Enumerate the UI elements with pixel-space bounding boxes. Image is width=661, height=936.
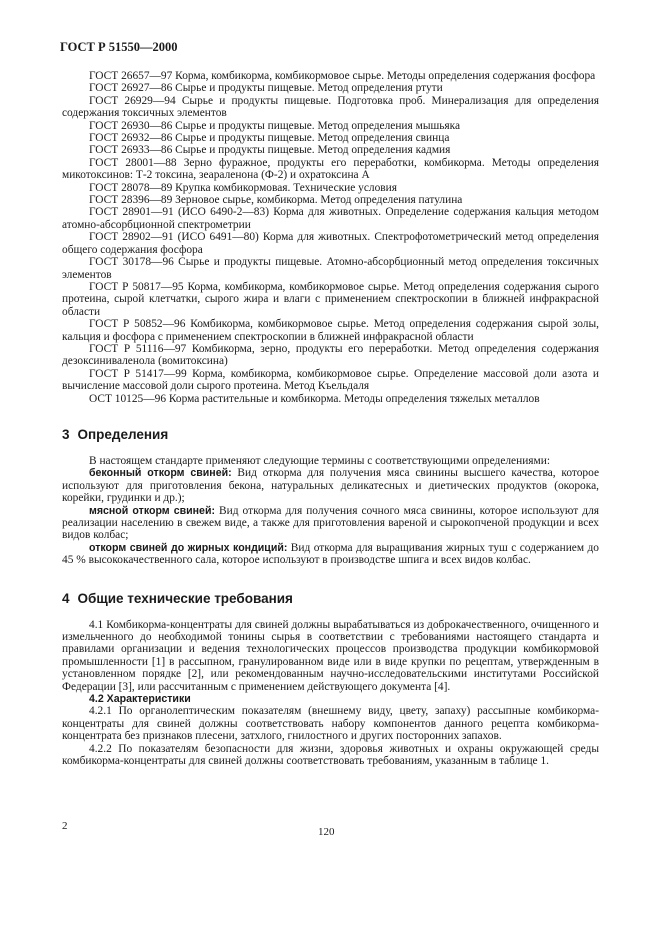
- page-number-total: 120: [318, 826, 335, 838]
- definition-term: мясной откорм свиней:: [89, 504, 215, 517]
- section-title: Определения: [77, 426, 169, 442]
- definition-term: беконный откорм свиней:: [89, 467, 232, 480]
- definitions-list: [62, 467, 599, 566]
- section-4-heading: [62, 591, 599, 606]
- reference-item: ГОСТ 28902—91 (ИСО 6491—80) Корма для животных. Спектрофотометрический метод определения общего содержания фосфора: [62, 231, 599, 256]
- definition-text: Вид откорма для получения сочного мяса свинины, которое используют для реализации населению в свежем виде, а также для приготовления вареной и сырокопченой продукции и всех видов колбас;: [62, 504, 600, 542]
- reference-item: ГОСТ 26933—86 Сырье и продукты пищевые. Метод определения кадмия: [89, 144, 451, 157]
- reference-item: ГОСТ Р 50852—96 Комбикорма, комбикормовое сырье. Метод определения содержания сырой золы, кальция и фосфора с применением спектроскопии в ближней инфракрасной области: [62, 318, 599, 343]
- definition-item: [62, 542, 599, 567]
- section-title: Общие технические требования: [77, 590, 293, 606]
- document-header: ГОСТ Р 51550—2000: [60, 40, 178, 54]
- reference-item: ГОСТ 30178—96 Сырье и продукты пищевые. Атомно-абсорбционный метод определения токсичных элементов: [62, 256, 599, 281]
- reference-item: ГОСТ Р 51116—97 Комбикорма, зерно, продукты его переработки. Метод определения содержания дезоксиниваленола (вомитоксина): [62, 342, 599, 368]
- definition-text: Вид откорма для выращивания жирных туш с содержанием до 45 % высококачественного сала, которое используют в производстве шпига и всех видов колбас.: [62, 541, 599, 567]
- reference-item: ГОСТ 26927—86 Сырье и продукты пищевые. Метод определения ртути: [89, 82, 443, 95]
- reference-item: ГОСТ 28001—88 Зерно фуражное, продукты его переработки, комбикорма. Методы определения микотоксинов: Т-2 токсина, зеараленона (Ф-2) и охратоксина А: [62, 156, 599, 182]
- reference-item: ГОСТ 26930—86 Сырье и продукты пищевые. Метод определения мышьяка: [89, 119, 461, 132]
- page-content: [62, 70, 599, 768]
- reference-item: ОСТ 10125—96 Корма растительные и комбикорма. Методы определения тяжелых металлов: [89, 392, 540, 405]
- reference-item: ГОСТ 28396—89 Зерновое сырье, комбикорма. Метод определения патулина: [89, 194, 463, 207]
- definitions-intro: В настоящем стандарте применяют следующие термины с соответствующими определениями:: [89, 454, 551, 467]
- paragraph-4-1: 4.1 Комбикорма-концентраты для свиней должны вырабатываться из доброкачественного, очищенного и измельченного до необходимой тонины сырья в соответствии с требованиями настоящего стандарта и правилами организации и ведения технологических процессов производства продукции комбикормовой промышленности [1] в рассыпном, гранулированном виде или в виде крупки по рецептам, утвержденным в установленном порядке [2], или рекомендованным научно-исследовательскими институтами Российской Федерации [3], или рассчитанным с применением действующего документа [4].: [62, 618, 599, 693]
- paragraph-4-2-1: 4.2.1 По органолептическим показателям (внешнему виду, цвету, запаху) рассыпные комбикорма-концентраты для свиней должны соответствовать набору компонентов данного рецепта комбикорма-концентрата без признаков плесени, затхлого, гнилостного и других посторонних запахов.: [62, 705, 599, 743]
- reference-item: ГОСТ 28901—91 (ИСО 6490-2—83) Корма для животных. Определение содержания кальция методом атомно-абсорбционной спектрометрии: [62, 206, 599, 231]
- section-3-heading: [62, 427, 599, 442]
- normative-references-list: [62, 70, 599, 405]
- definition-term: откорм свиней до жирных кондиций:: [89, 541, 288, 554]
- reference-item: ГОСТ 26929—94 Сырье и продукты пищевые. Подготовка проб. Минерализация для определения содержания токсичных элементов: [62, 94, 599, 120]
- reference-item: ГОСТ 28078—89 Крупка комбикормовая. Технические условия: [89, 181, 398, 194]
- definition-item: [62, 467, 599, 504]
- section-number: 3: [62, 426, 70, 442]
- subsection-4-2-heading: 4.2 Характеристики: [89, 693, 191, 706]
- definition-item: [62, 505, 599, 542]
- reference-item: ГОСТ 26657—97 Корма, комбикорма, комбикормовое сырье. Методы определения содержания фосфора: [89, 70, 596, 82]
- section-number: 4: [62, 590, 70, 606]
- reference-item: ГОСТ Р 50817—95 Корма, комбикорма, комбикормовое сырье. Метод определения содержания сырого протеина, сырой клетчатки, сырого жира и влаги с применением спектроскопии в ближней инфракрасной области: [62, 280, 599, 318]
- page-number-local: 2: [62, 820, 68, 832]
- paragraph-4-2-2: 4.2.2 По показателям безопасности для жизни, здоровья животных и охраны окружающей среды комбикорма-концентраты для свиней должны соответствовать требованиям, указанным в таблице 1.: [62, 742, 599, 768]
- reference-item: ГОСТ 26932—86 Сырье и продукты пищевые. Метод определения свинца: [89, 132, 450, 145]
- reference-item: ГОСТ Р 51417—99 Корма, комбикорма, комбикормовое сырье. Определение массовой доли азота и вычисление массовой доли сырого протеина. Метод Къельдаля: [62, 367, 599, 393]
- definition-text: Вид откорма для получения мяса свинины высшего качества, которое используют для приготовления бекона, натуральных деликатесных и диетических продуктов (окорока, корейки, грудинки и др.);: [62, 467, 599, 505]
